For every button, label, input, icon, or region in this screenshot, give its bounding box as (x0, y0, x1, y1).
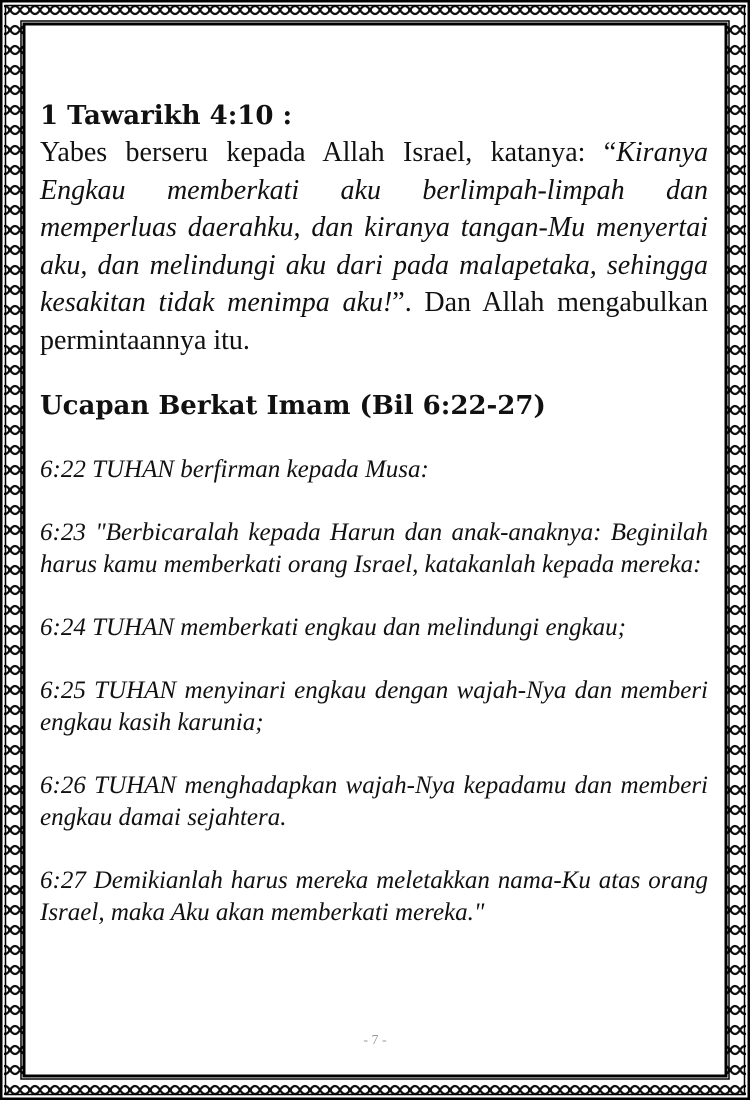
verse-6-27: 6:27 Demikianlah harus mereka meletakkan nama-Ku atas orang Israel, maka Aku akan memberkati mereka." (40, 867, 708, 926)
verse-6-22: 6:22 TUHAN berfirman kepada Musa: (40, 456, 429, 483)
verse-6-23: 6:23 "Berbicaralah kepada Harun dan anak-anaknya: Beginilah harus kamu memberkati orang Israel, katakanlah kepada mereka: (40, 519, 708, 578)
section-heading: 1 Tawarikh 4:10 : (40, 101, 293, 131)
verse-6-26: 6:26 TUHAN menghadapkan wajah-Nya kepadamu dan memberi engkau damai sejahtera. (40, 772, 708, 831)
verse-paragraph (40, 134, 708, 359)
verse-after: ”. Dan Allah mengabulkan permintaannya itu. (40, 287, 708, 356)
verse-6-25: 6:25 TUHAN menyinari engkau dengan wajah-Nya dan memberi engkau kasih karunia; (40, 677, 708, 736)
page-number: - 7 - (363, 1033, 387, 1048)
verse-quote: Kiranya Engkau memberkati aku berlimpah-limpah dan memperluas daerahku, dan kiranya tangan-Mu menyertai aku, dan melindungi aku dari pada malapetaka, sehingga kesakitan tidak menimpa aku! (40, 137, 708, 318)
verse-6-24: 6:24 TUHAN memberkati engkau dan melindungi engkau; (40, 614, 626, 641)
verse-intro: Yabes berseru kepada Allah Israel, katanya: “ (40, 137, 617, 168)
section-heading-blessing: Ucapan Berkat Imam (Bil 6:22-27) (40, 391, 546, 421)
content (40, 98, 708, 929)
